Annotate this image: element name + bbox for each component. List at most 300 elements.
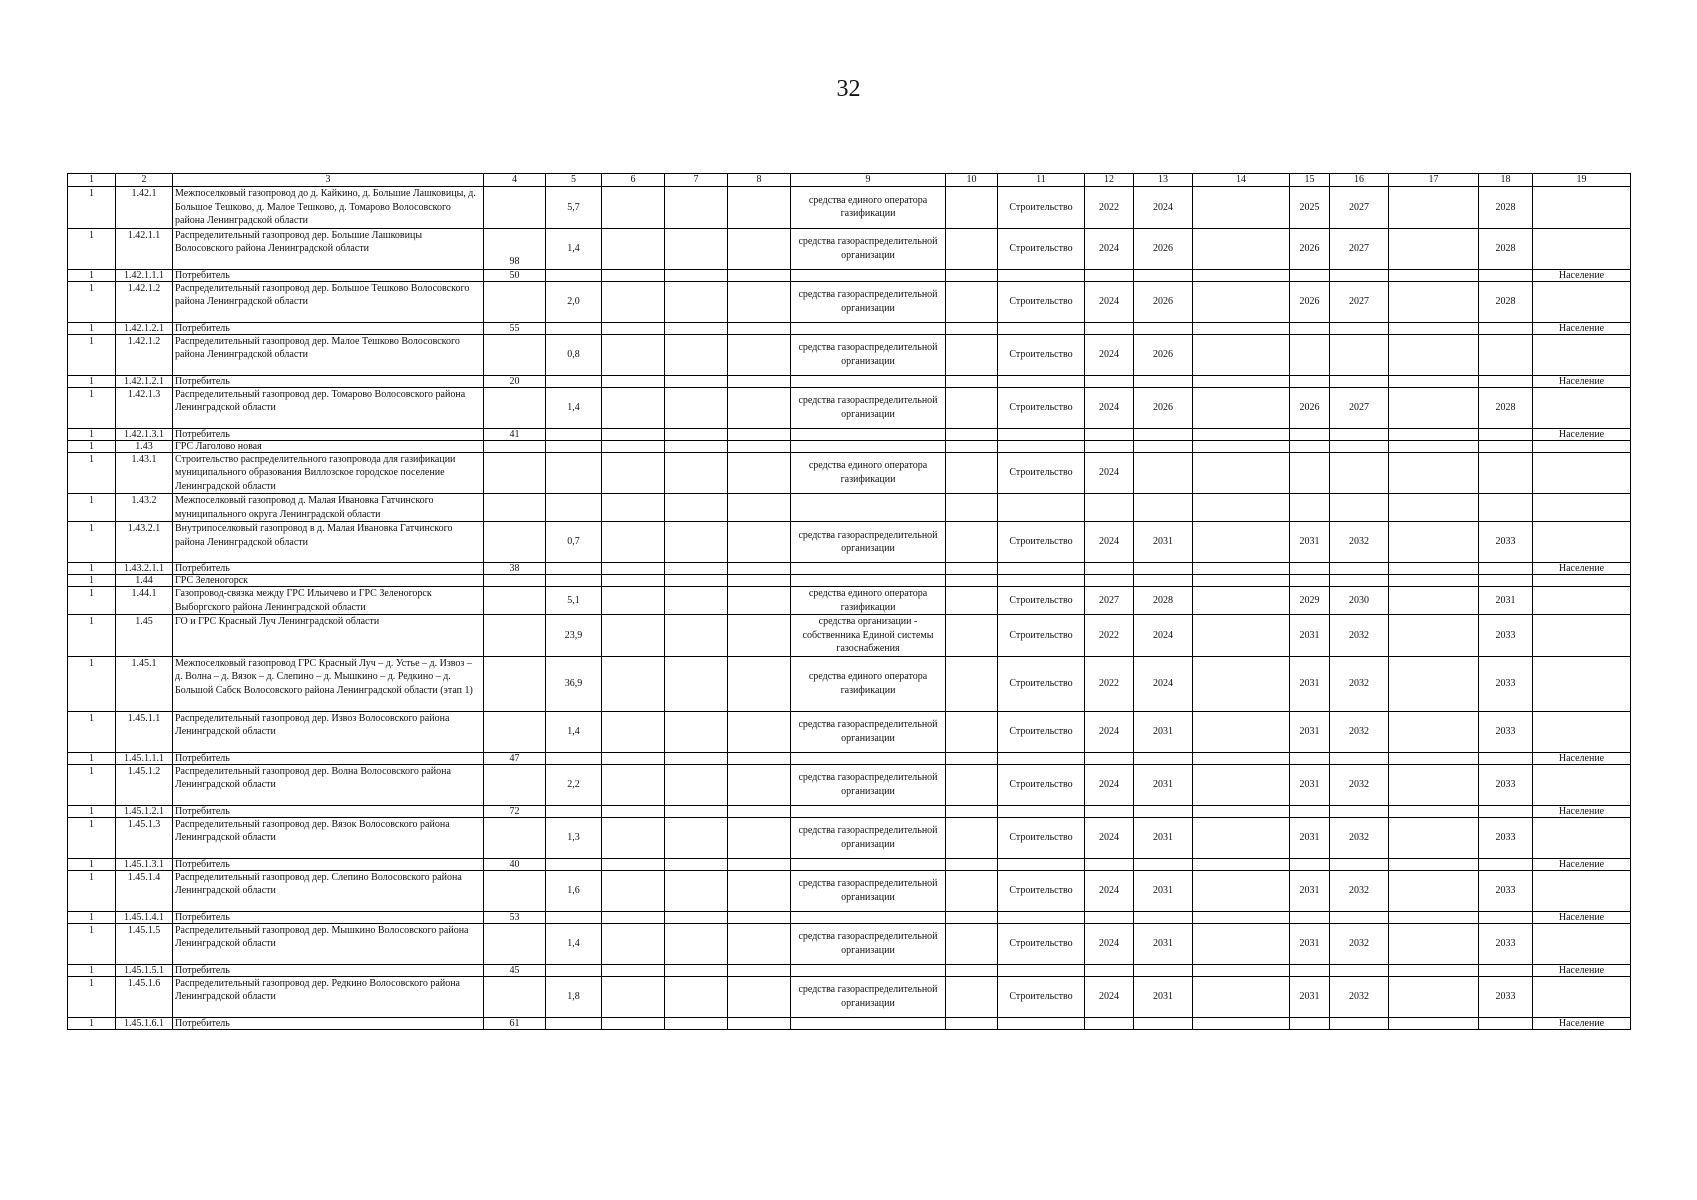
- column-number-12: 12: [1085, 174, 1134, 187]
- table-cell-col-19: Население: [1533, 563, 1631, 575]
- table-cell-col-5: [546, 269, 602, 281]
- table-cell-col-4: [484, 494, 546, 522]
- table-cell-col-18: 2028: [1479, 387, 1533, 428]
- table-cell-col-16: [1330, 452, 1389, 494]
- table-cell-col-14: [1193, 375, 1290, 387]
- table-cell-col-11: Строительство: [998, 522, 1085, 563]
- table-cell-col-17: [1389, 387, 1479, 428]
- table-cell-col-13: 2031: [1134, 923, 1193, 964]
- table-cell-col-14: [1193, 615, 1290, 657]
- table-row: [68, 187, 1631, 229]
- column-number-16: 16: [1330, 174, 1389, 187]
- table-cell-col-10: [946, 764, 998, 805]
- table-cell-col-6: [602, 923, 665, 964]
- table-cell-col-15: 2031: [1290, 870, 1330, 911]
- table-cell-col-17: [1389, 964, 1479, 976]
- table-cell-col-17: [1389, 187, 1479, 229]
- table-cell-col-16: 2027: [1330, 187, 1389, 229]
- column-number-6: 6: [602, 174, 665, 187]
- table-cell-col-10: [946, 923, 998, 964]
- table-cell-col-3: Распределительный газопровод дер. Малое Тешково Волосовского района Ленинградской области: [173, 334, 484, 375]
- table-cell-col-11: [998, 752, 1085, 764]
- table-cell-col-9: средства единого оператора газификации: [791, 656, 946, 711]
- table-cell-col-11: [998, 964, 1085, 976]
- table-cell-col-10: [946, 858, 998, 870]
- table-cell-col-6: [602, 452, 665, 494]
- table-cell-col-7: [665, 858, 728, 870]
- table-cell-col-18: 2033: [1479, 976, 1533, 1017]
- table-cell-col-13: [1134, 858, 1193, 870]
- table-cell-col-2: 1.43: [116, 440, 173, 452]
- table-cell-col-16: [1330, 322, 1389, 334]
- table-cell-col-13: [1134, 440, 1193, 452]
- table-cell-col-9: [791, 269, 946, 281]
- table-cell-col-13: 2026: [1134, 281, 1193, 322]
- table-cell-col-11: Строительство: [998, 764, 1085, 805]
- table-cell-col-10: [946, 269, 998, 281]
- table-cell-col-19: [1533, 281, 1631, 322]
- table-cell-col-17: [1389, 656, 1479, 711]
- table-row: [68, 522, 1631, 563]
- table-cell-col-11: [998, 428, 1085, 440]
- table-cell-col-6: [602, 976, 665, 1017]
- table-cell-col-2: 1.42.1: [116, 187, 173, 229]
- table-cell-col-11: Строительство: [998, 817, 1085, 858]
- table-cell-col-10: [946, 522, 998, 563]
- table-cell-col-7: [665, 1017, 728, 1029]
- table-cell-col-8: [728, 1017, 791, 1029]
- table-cell-col-6: [602, 764, 665, 805]
- table-cell-col-7: [665, 494, 728, 522]
- table-cell-col-7: [665, 452, 728, 494]
- table-cell-col-12: 2024: [1085, 923, 1134, 964]
- table-cell-col-8: [728, 964, 791, 976]
- table-cell-col-5: 36,9: [546, 656, 602, 711]
- column-number-4: 4: [484, 174, 546, 187]
- table-cell-col-18: [1479, 911, 1533, 923]
- table-cell-col-6: [602, 575, 665, 587]
- table-cell-col-5: [546, 575, 602, 587]
- table-cell-col-2: 1.45.1.5: [116, 923, 173, 964]
- table-cell-col-10: [946, 817, 998, 858]
- table-cell-col-7: [665, 522, 728, 563]
- table-cell-col-13: [1134, 269, 1193, 281]
- table-cell-col-15: 2031: [1290, 656, 1330, 711]
- table-cell-col-5: [546, 452, 602, 494]
- table-cell-col-17: [1389, 334, 1479, 375]
- table-cell-col-14: [1193, 322, 1290, 334]
- table-cell-col-4: 55: [484, 322, 546, 334]
- table-cell-col-14: [1193, 870, 1290, 911]
- table-row: [68, 656, 1631, 711]
- table-cell-col-16: [1330, 440, 1389, 452]
- table-cell-col-2: 1.45.1.4: [116, 870, 173, 911]
- table-cell-col-18: [1479, 858, 1533, 870]
- table-cell-col-1: 1: [68, 817, 116, 858]
- table-cell-col-9: [791, 322, 946, 334]
- table-cell-col-12: [1085, 428, 1134, 440]
- table-cell-col-3: Распределительный газопровод дер. Редкино Волосовского района Ленинградской области: [173, 976, 484, 1017]
- table-cell-col-3: Распределительный газопровод дер. Извоз Волосовского района Ленинградской области: [173, 711, 484, 752]
- table-cell-col-13: [1134, 752, 1193, 764]
- table-cell-col-5: [546, 911, 602, 923]
- table-cell-col-13: 2024: [1134, 187, 1193, 229]
- table-cell-col-19: [1533, 923, 1631, 964]
- table-cell-col-2: 1.44.1: [116, 587, 173, 615]
- table-cell-col-8: [728, 858, 791, 870]
- page-number: 32: [836, 76, 861, 102]
- table-cell-col-15: [1290, 805, 1330, 817]
- table-cell-col-4: 72: [484, 805, 546, 817]
- column-number-3: 3: [173, 174, 484, 187]
- table-cell-col-3: Межпоселковый газопровод ГРС Красный Луч – д. Устье – д. Извоз – д. Волна – д. Вязок – д. Слепино – д. Мышкино – д. Редкино – д. Большой Сабск Волосовского района Ленинградской области (этап 1): [173, 656, 484, 711]
- table-cell-col-3: Строительство распределительного газопровода для газификации муниципального образования Виллозское городское поселение Ленинградской области: [173, 452, 484, 494]
- table-cell-col-4: [484, 575, 546, 587]
- table-cell-col-18: [1479, 375, 1533, 387]
- table-cell-col-9: средства газораспределительной организации: [791, 228, 946, 269]
- table-cell-col-2: 1.42.1.3.1: [116, 428, 173, 440]
- table-cell-col-12: 2024: [1085, 976, 1134, 1017]
- table-cell-col-10: [946, 752, 998, 764]
- table-cell-col-10: [946, 587, 998, 615]
- table-cell-col-4: [484, 656, 546, 711]
- table-cell-col-9: средства газораспределительной организации: [791, 334, 946, 375]
- table-cell-col-7: [665, 587, 728, 615]
- table-cell-col-19: Население: [1533, 752, 1631, 764]
- table-cell-col-12: [1085, 1017, 1134, 1029]
- table-cell-col-5: 0,8: [546, 334, 602, 375]
- table-cell-col-1: 1: [68, 452, 116, 494]
- table-cell-col-9: [791, 858, 946, 870]
- table-cell-col-14: [1193, 858, 1290, 870]
- table-cell-col-8: [728, 870, 791, 911]
- table-row: [68, 964, 1631, 976]
- table-cell-col-13: [1134, 805, 1193, 817]
- table-cell-col-17: [1389, 587, 1479, 615]
- table-cell-col-18: [1479, 575, 1533, 587]
- table-cell-col-14: [1193, 976, 1290, 1017]
- table-cell-col-17: [1389, 615, 1479, 657]
- table-cell-col-10: [946, 656, 998, 711]
- table-cell-col-12: 2024: [1085, 870, 1134, 911]
- table-cell-col-1: 1: [68, 752, 116, 764]
- table-cell-col-17: [1389, 1017, 1479, 1029]
- table-cell-col-8: [728, 615, 791, 657]
- table-cell-col-15: [1290, 964, 1330, 976]
- table-cell-col-6: [602, 322, 665, 334]
- table-row: [68, 440, 1631, 452]
- table-cell-col-8: [728, 440, 791, 452]
- table-cell-col-18: [1479, 440, 1533, 452]
- table-cell-col-16: 2032: [1330, 522, 1389, 563]
- table-cell-col-7: [665, 281, 728, 322]
- table-cell-col-8: [728, 656, 791, 711]
- table-cell-col-12: 2022: [1085, 187, 1134, 229]
- table-cell-col-16: 2032: [1330, 711, 1389, 752]
- table-cell-col-13: [1134, 322, 1193, 334]
- table-cell-col-15: [1290, 563, 1330, 575]
- table-row: [68, 322, 1631, 334]
- table-cell-col-14: [1193, 269, 1290, 281]
- table-cell-col-15: 2026: [1290, 281, 1330, 322]
- table-cell-col-4: 61: [484, 1017, 546, 1029]
- column-number-5: 5: [546, 174, 602, 187]
- table-cell-col-1: 1: [68, 322, 116, 334]
- table-cell-col-8: [728, 269, 791, 281]
- table-cell-col-19: [1533, 387, 1631, 428]
- table-cell-col-11: Строительство: [998, 976, 1085, 1017]
- table-cell-col-4: 41: [484, 428, 546, 440]
- table-cell-col-19: [1533, 870, 1631, 911]
- table-cell-col-15: [1290, 428, 1330, 440]
- table-cell-col-7: [665, 334, 728, 375]
- table-cell-col-9: средства газораспределительной организации: [791, 764, 946, 805]
- table-cell-col-8: [728, 711, 791, 752]
- table-cell-col-15: [1290, 752, 1330, 764]
- table-cell-col-8: [728, 228, 791, 269]
- table-cell-col-8: [728, 923, 791, 964]
- table-cell-col-1: 1: [68, 858, 116, 870]
- table-cell-col-5: 5,1: [546, 587, 602, 615]
- table-cell-col-8: [728, 428, 791, 440]
- table-cell-col-7: [665, 711, 728, 752]
- table-cell-col-10: [946, 452, 998, 494]
- table-cell-col-6: [602, 563, 665, 575]
- table-cell-col-19: [1533, 440, 1631, 452]
- table-cell-col-7: [665, 976, 728, 1017]
- table-cell-col-14: [1193, 387, 1290, 428]
- table-cell-col-13: [1134, 911, 1193, 923]
- table-cell-col-13: 2031: [1134, 976, 1193, 1017]
- table-cell-col-2: 1.45.1.1.1: [116, 752, 173, 764]
- table-cell-col-18: 2033: [1479, 817, 1533, 858]
- table-cell-col-15: 2026: [1290, 228, 1330, 269]
- table-cell-col-5: 2,2: [546, 764, 602, 805]
- table-cell-col-17: [1389, 923, 1479, 964]
- table-cell-col-9: средства газораспределительной организации: [791, 870, 946, 911]
- table-cell-col-2: 1.42.1.2: [116, 281, 173, 322]
- table-cell-col-2: 1.45: [116, 615, 173, 657]
- table-cell-col-18: [1479, 334, 1533, 375]
- table-cell-col-15: 2029: [1290, 587, 1330, 615]
- table-row: [68, 269, 1631, 281]
- table-cell-col-16: 2032: [1330, 615, 1389, 657]
- table-cell-col-2: 1.45.1.2.1: [116, 805, 173, 817]
- table-cell-col-9: [791, 1017, 946, 1029]
- table-cell-col-16: 2032: [1330, 764, 1389, 805]
- table-cell-col-8: [728, 522, 791, 563]
- column-number-7: 7: [665, 174, 728, 187]
- table-cell-col-10: [946, 494, 998, 522]
- table-cell-col-18: [1479, 269, 1533, 281]
- column-number-2: 2: [116, 174, 173, 187]
- table-cell-col-17: [1389, 494, 1479, 522]
- table-cell-col-1: 1: [68, 494, 116, 522]
- table-cell-col-9: [791, 911, 946, 923]
- table-cell-col-5: 5,7: [546, 187, 602, 229]
- table-cell-col-18: [1479, 752, 1533, 764]
- table-cell-col-18: [1479, 563, 1533, 575]
- table-cell-col-2: 1.45.1.3: [116, 817, 173, 858]
- table-cell-col-1: 1: [68, 522, 116, 563]
- table-cell-col-4: 45: [484, 964, 546, 976]
- table-cell-col-1: 1: [68, 911, 116, 923]
- table-cell-col-12: [1085, 494, 1134, 522]
- table-cell-col-4: 40: [484, 858, 546, 870]
- table-cell-col-15: [1290, 334, 1330, 375]
- table-cell-col-19: [1533, 522, 1631, 563]
- table-cell-col-11: Строительство: [998, 334, 1085, 375]
- table-cell-col-5: [546, 440, 602, 452]
- table-cell-col-5: [546, 563, 602, 575]
- table-cell-col-7: [665, 764, 728, 805]
- table-row: [68, 615, 1631, 657]
- table-cell-col-6: [602, 387, 665, 428]
- table-cell-col-9: [791, 805, 946, 817]
- table-cell-col-12: 2024: [1085, 452, 1134, 494]
- table-cell-col-14: [1193, 911, 1290, 923]
- table-cell-col-9: средства газораспределительной организации: [791, 711, 946, 752]
- table-cell-col-6: [602, 752, 665, 764]
- table-cell-col-1: 1: [68, 615, 116, 657]
- table-cell-col-2: 1.42.1.3: [116, 387, 173, 428]
- table-cell-col-11: [998, 494, 1085, 522]
- table-cell-col-6: [602, 587, 665, 615]
- table-cell-col-15: [1290, 575, 1330, 587]
- table-cell-col-4: 38: [484, 563, 546, 575]
- table-cell-col-3: Потребитель: [173, 428, 484, 440]
- table-cell-col-3: Распределительный газопровод дер. Волна Волосовского района Ленинградской области: [173, 764, 484, 805]
- table-cell-col-10: [946, 440, 998, 452]
- table-cell-col-13: 2026: [1134, 228, 1193, 269]
- table-row: [68, 375, 1631, 387]
- table-cell-col-2: 1.44: [116, 575, 173, 587]
- table-cell-col-1: 1: [68, 281, 116, 322]
- table-cell-col-17: [1389, 452, 1479, 494]
- table-cell-col-18: 2033: [1479, 711, 1533, 752]
- table-row: [68, 281, 1631, 322]
- table-cell-col-10: [946, 615, 998, 657]
- table-cell-col-1: 1: [68, 440, 116, 452]
- table-cell-col-9: средства газораспределительной организации: [791, 281, 946, 322]
- table-cell-col-6: [602, 187, 665, 229]
- table-cell-col-12: [1085, 440, 1134, 452]
- table-cell-col-14: [1193, 752, 1290, 764]
- table-cell-col-11: Строительство: [998, 452, 1085, 494]
- table-cell-col-3: Межпоселковый газопровод до д. Кайкино, д. Большие Лашковицы, д. Большое Тешково, д. Малое Тешково, д. Томарово Волосовского района Ленинградской области: [173, 187, 484, 229]
- table-cell-col-12: [1085, 858, 1134, 870]
- table-cell-col-16: [1330, 805, 1389, 817]
- table-cell-col-15: 2031: [1290, 764, 1330, 805]
- table-cell-col-14: [1193, 805, 1290, 817]
- table-cell-col-11: Строительство: [998, 656, 1085, 711]
- table-cell-col-15: [1290, 375, 1330, 387]
- table-cell-col-19: [1533, 587, 1631, 615]
- table-cell-col-17: [1389, 281, 1479, 322]
- table-cell-col-1: 1: [68, 976, 116, 1017]
- table-cell-col-7: [665, 375, 728, 387]
- table-cell-col-2: 1.42.1.2: [116, 334, 173, 375]
- table-cell-col-16: [1330, 752, 1389, 764]
- table-cell-col-9: [791, 752, 946, 764]
- table-cell-col-2: 1.45.1.6.1: [116, 1017, 173, 1029]
- table-cell-col-11: [998, 322, 1085, 334]
- table-cell-col-19: Население: [1533, 269, 1631, 281]
- table-cell-col-14: [1193, 923, 1290, 964]
- table-cell-col-4: 53: [484, 911, 546, 923]
- table-cell-col-19: [1533, 615, 1631, 657]
- table-cell-col-6: [602, 964, 665, 976]
- table-cell-col-5: 1,8: [546, 976, 602, 1017]
- table-cell-col-19: [1533, 976, 1631, 1017]
- table-cell-col-15: [1290, 494, 1330, 522]
- table-cell-col-2: 1.45.1: [116, 656, 173, 711]
- table-cell-col-6: [602, 281, 665, 322]
- table-cell-col-13: 2024: [1134, 656, 1193, 711]
- table-cell-col-19: [1533, 187, 1631, 229]
- table-cell-col-5: [546, 428, 602, 440]
- table-cell-col-6: [602, 494, 665, 522]
- table-cell-col-13: 2024: [1134, 615, 1193, 657]
- table-cell-col-7: [665, 817, 728, 858]
- table-cell-col-2: 1.43.1: [116, 452, 173, 494]
- table-cell-col-1: 1: [68, 228, 116, 269]
- table-cell-col-4: 20: [484, 375, 546, 387]
- table-body: [68, 174, 1631, 1030]
- table-cell-col-10: [946, 322, 998, 334]
- table-cell-col-4: [484, 452, 546, 494]
- table-cell-col-15: 2031: [1290, 522, 1330, 563]
- table-cell-col-3: ГРС Лаголово новая: [173, 440, 484, 452]
- table-cell-col-2: 1.42.1.1.1: [116, 269, 173, 281]
- table-cell-col-13: [1134, 563, 1193, 575]
- table-cell-col-9: средства газораспределительной организации: [791, 976, 946, 1017]
- table-cell-col-3: Распределительный газопровод дер. Слепино Волосовского района Ленинградской области: [173, 870, 484, 911]
- table-cell-col-7: [665, 322, 728, 334]
- table-cell-col-3: Газопровод-связка между ГРС Ильичево и ГРС Зеленогорск Выборгского района Ленинградской области: [173, 587, 484, 615]
- table-row: [68, 428, 1631, 440]
- table-cell-col-8: [728, 334, 791, 375]
- table-cell-col-8: [728, 976, 791, 1017]
- table-cell-col-6: [602, 870, 665, 911]
- table-cell-col-10: [946, 1017, 998, 1029]
- table-cell-col-15: [1290, 911, 1330, 923]
- table-cell-col-1: 1: [68, 375, 116, 387]
- table-cell-col-19: Население: [1533, 805, 1631, 817]
- column-number-17: 17: [1389, 174, 1479, 187]
- table-row: [68, 923, 1631, 964]
- table-cell-col-12: 2024: [1085, 334, 1134, 375]
- table-cell-col-3: Потребитель: [173, 375, 484, 387]
- table-cell-col-8: [728, 563, 791, 575]
- table-cell-col-7: [665, 805, 728, 817]
- table-cell-col-16: [1330, 494, 1389, 522]
- table-cell-col-16: [1330, 375, 1389, 387]
- table-cell-col-9: [791, 428, 946, 440]
- table-cell-col-14: [1193, 452, 1290, 494]
- table-cell-col-18: [1479, 805, 1533, 817]
- table-cell-col-15: [1290, 452, 1330, 494]
- table-cell-col-3: Распределительный газопровод дер. Большое Тешково Волосовского района Ленинградской области: [173, 281, 484, 322]
- table-cell-col-4: 98: [484, 228, 546, 269]
- table-cell-col-13: 2028: [1134, 587, 1193, 615]
- table-cell-col-3: Потребитель: [173, 563, 484, 575]
- table-cell-col-6: [602, 858, 665, 870]
- table-cell-col-3: Потребитель: [173, 964, 484, 976]
- table-cell-col-4: 50: [484, 269, 546, 281]
- table-cell-col-11: Строительство: [998, 711, 1085, 752]
- table-cell-col-16: 2032: [1330, 870, 1389, 911]
